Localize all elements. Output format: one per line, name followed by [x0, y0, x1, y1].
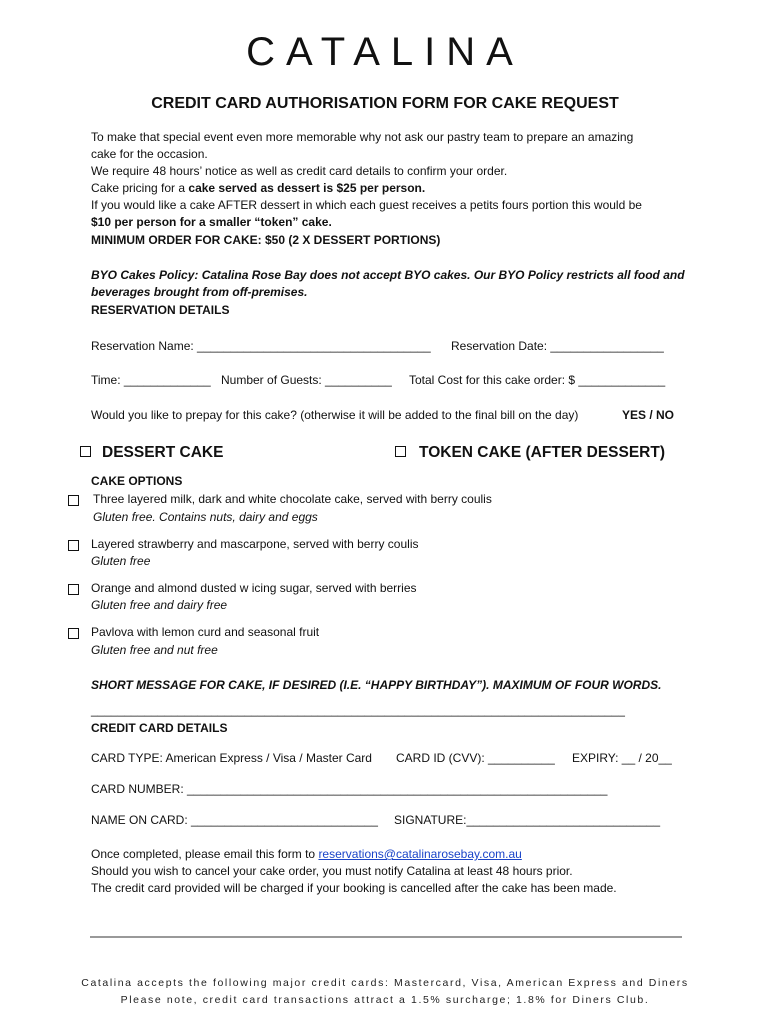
- cake-option-note: Gluten free. Contains nuts, dairy and eggs: [93, 510, 318, 524]
- intro-line-3: We require 48 hours’ notice as well as credit card details to confirm your order.: [91, 164, 508, 178]
- byo-policy-line-1: BYO Cakes Policy: Catalina Rose Bay does not accept BYO cakes. Our BYO Policy restricts all food and: [91, 268, 685, 282]
- prepay-options[interactable]: YES / NO: [622, 408, 675, 422]
- closing-line-3: The credit card provided will be charged if your booking is cancelled after the cake has been made.: [91, 881, 617, 895]
- cake-option-note: Gluten free and dairy free: [91, 598, 228, 612]
- closing-line-1: [91, 846, 522, 863]
- reservation-date-field[interactable]: Reservation Date: _________________: [451, 339, 664, 353]
- byo-policy-line-2: beverages brought from off-premises.: [91, 285, 308, 299]
- brand-logo: CATALINA: [246, 30, 524, 74]
- cake-option-note: Gluten free: [91, 554, 151, 568]
- intro-line-2: cake for the occasion.: [91, 147, 208, 161]
- cake-option-name: Orange and almond dusted w icing sugar, served with berries: [91, 581, 417, 595]
- cake-message-label: SHORT MESSAGE FOR CAKE, IF DESIRED (I.E. “HAPPY BIRTHDAY”). MAXIMUM OF FOUR WORDS.: [91, 678, 662, 692]
- closing-line-1-text: Once completed, please email this form to: [91, 847, 319, 861]
- time-field[interactable]: Time: _____________: [91, 373, 211, 387]
- card-number-field[interactable]: CARD NUMBER: _______________________________________________________________: [91, 782, 608, 796]
- credit-card-heading: CREDIT CARD DETAILS: [91, 721, 228, 735]
- name-on-card-field[interactable]: NAME ON CARD: ____________________________: [91, 813, 378, 827]
- prepay-question: Would you like to prepay for this cake? (otherwise it will be added to the final bill on the day): [91, 408, 579, 422]
- token-price: $10 per person for a smaller “token” cake.: [91, 215, 332, 229]
- card-expiry-field[interactable]: EXPIRY: __ / 20__: [572, 751, 672, 765]
- card-cvv-field[interactable]: CARD ID (CVV): __________: [396, 751, 555, 765]
- cake-option-checkbox[interactable]: [68, 495, 79, 506]
- signature-field[interactable]: SIGNATURE:_____________________________: [394, 813, 660, 827]
- cake-option-checkbox[interactable]: [68, 628, 79, 639]
- intro-line-4-text: Cake pricing for a: [91, 181, 189, 195]
- intro-line-4: [91, 180, 425, 197]
- cake-option-name: Pavlova with lemon curd and seasonal fruit: [91, 625, 320, 639]
- reservation-name-field[interactable]: Reservation Name: ___________________________________: [91, 339, 431, 353]
- token-cake-checkbox[interactable]: [395, 446, 406, 457]
- page-title: CREDIT CARD AUTHORISATION FORM FOR CAKE REQUEST: [151, 95, 619, 112]
- minimum-order: MINIMUM ORDER FOR CAKE: $50 (2 X DESSERT PORTIONS): [91, 233, 441, 247]
- card-type-field[interactable]: CARD TYPE: American Express / Visa / Master Card: [91, 751, 372, 765]
- cake-option-name: Three layered milk, dark and white chocolate cake, served with berry coulis: [93, 492, 492, 506]
- footer-line-1: Catalina accepts the following major credit cards: Mastercard, Visa, American Express and Diners: [81, 977, 689, 989]
- footer-divider: [90, 936, 682, 938]
- guests-field[interactable]: Number of Guests: __________: [221, 373, 392, 387]
- intro-line-1: To make that special event even more memorable why not ask our pastry team to prepare an amazing: [91, 130, 634, 144]
- dessert-price: cake served as dessert is $25 per person.: [188, 181, 426, 195]
- intro-line-5: If you would like a cake AFTER dessert in which each guest receives a petits fours portion this would be: [91, 198, 642, 212]
- cake-options-heading: CAKE OPTIONS: [91, 474, 183, 488]
- total-cost-field[interactable]: Total Cost for this cake order: $ _____________: [409, 373, 666, 387]
- reservation-heading: RESERVATION DETAILS: [91, 303, 230, 317]
- footer-line-2: Please note, credit card transactions attract a 1.5% surcharge; 1.8% for Diners Club.: [120, 994, 650, 1006]
- token-cake-label: TOKEN CAKE (AFTER DESSERT): [419, 444, 666, 461]
- cake-option-checkbox[interactable]: [68, 540, 79, 551]
- cake-option-checkbox[interactable]: [68, 584, 79, 595]
- dessert-cake-checkbox[interactable]: [80, 446, 91, 457]
- closing-line-2: Should you wish to cancel your cake order, you must notify Catalina at least 48 hours prior.: [91, 864, 573, 878]
- cake-option-note: Gluten free and nut free: [91, 643, 218, 657]
- reservations-email-link[interactable]: reservations@catalinarosebay.com.au: [318, 847, 522, 861]
- cake-message-field[interactable]: ________________________________________________________________________________: [91, 703, 625, 717]
- dessert-cake-label: DESSERT CAKE: [102, 444, 224, 461]
- cake-option-name: Layered strawberry and mascarpone, served with berry coulis: [91, 537, 419, 551]
